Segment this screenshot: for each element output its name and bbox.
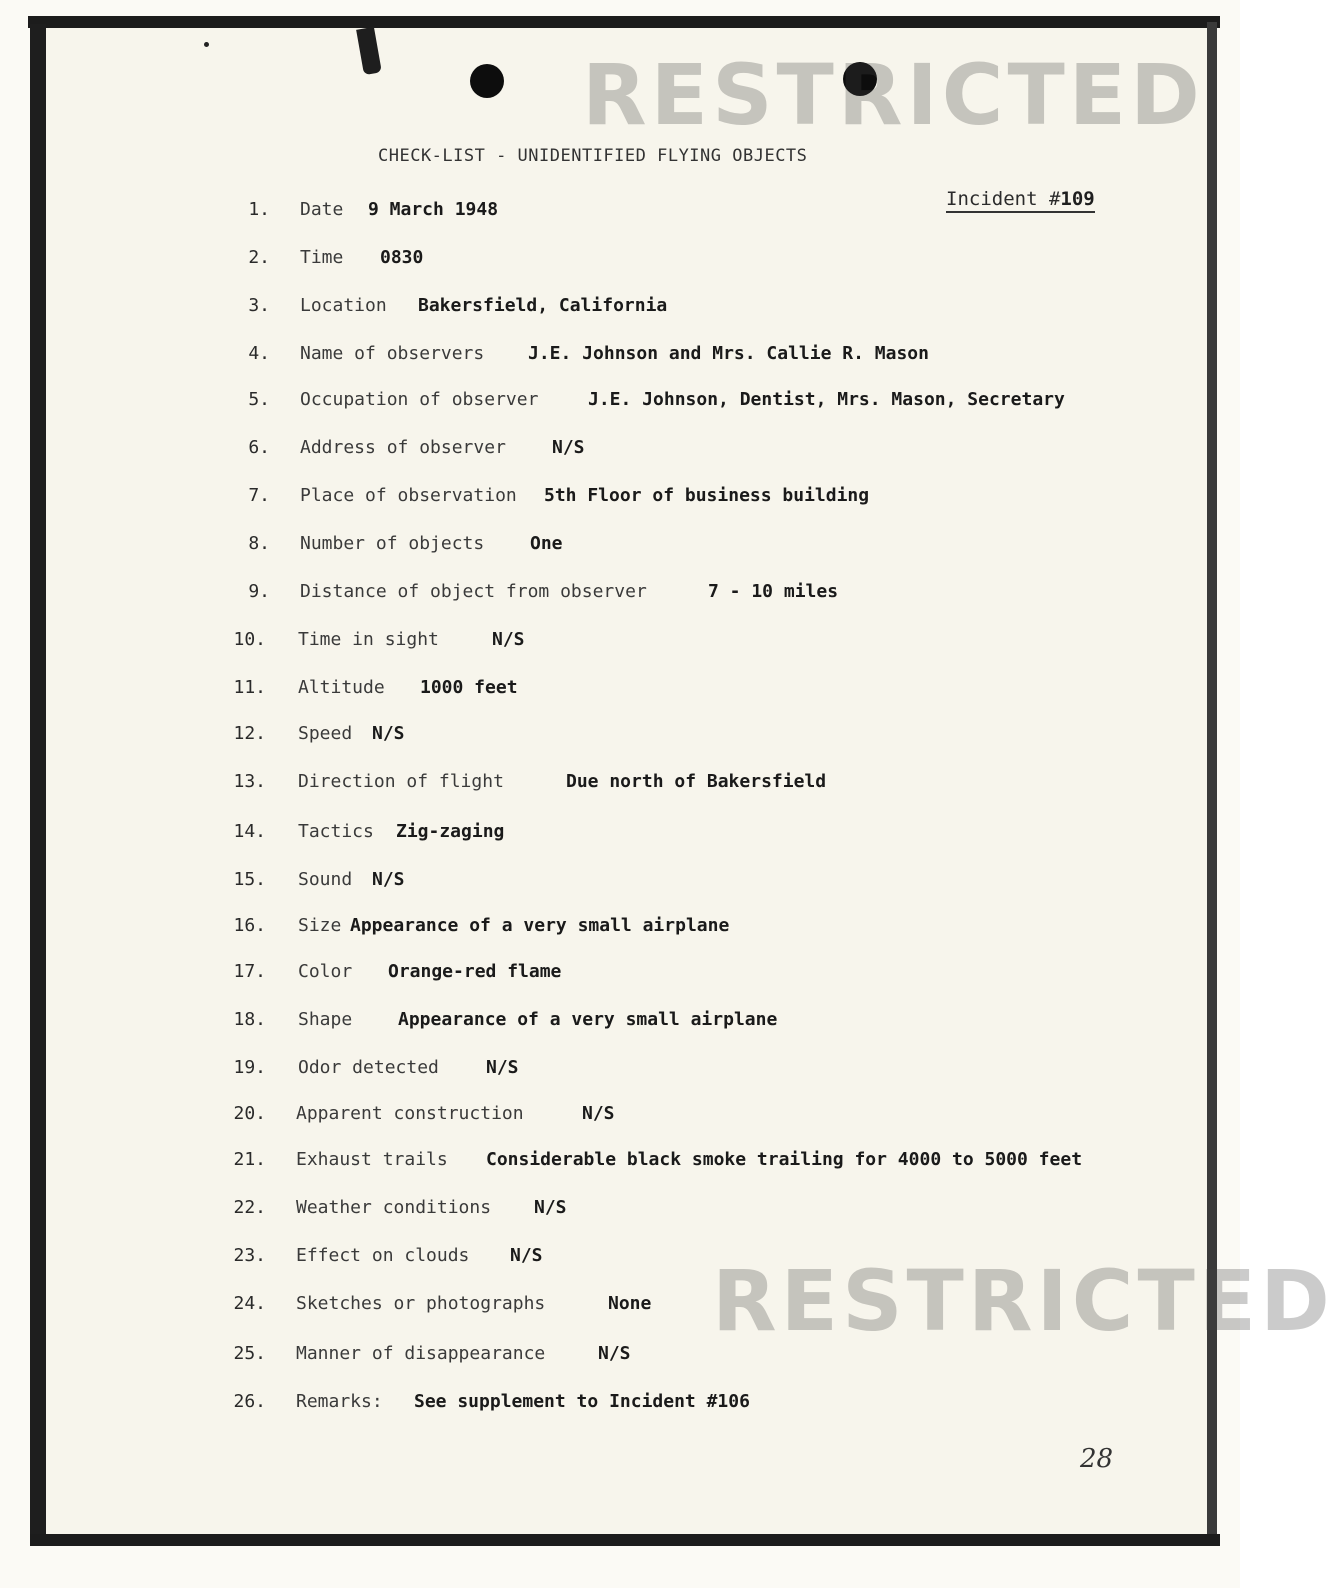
item-number: 10. (233, 629, 266, 650)
item-label: Distance of object from observer (300, 581, 647, 602)
item-number: 11. (233, 677, 266, 698)
item-label: Number of objects (300, 533, 485, 554)
restricted-stamp-top: RESTRICTED (582, 46, 1204, 144)
item-label: Location (300, 295, 387, 316)
item-number: 20. (233, 1103, 266, 1124)
item-number: 2. (248, 247, 270, 268)
item-value: Zig-zaging (396, 821, 505, 842)
item-label: Color (298, 961, 353, 982)
item-number: 12. (233, 723, 266, 744)
item-label: Weather conditions (296, 1197, 492, 1218)
item-value: Due north of Bakersfield (566, 771, 827, 792)
item-number: 3. (248, 295, 270, 316)
document-title: CHECK-LIST - UNIDENTIFIED FLYING OBJECTS (378, 146, 808, 166)
item-value: 9 March 1948 (368, 199, 499, 220)
incident-number (946, 188, 1095, 213)
item-number: 5. (248, 389, 270, 410)
item-value: Orange-red flame (388, 961, 562, 982)
item-number: 9. (248, 581, 270, 602)
item-label: Odor detected (298, 1057, 439, 1078)
item-label: Time in sight (298, 629, 439, 650)
scan-border-left (30, 24, 46, 1544)
restricted-stamp-bottom: RESTRICTED (712, 1252, 1334, 1350)
item-value: None (608, 1293, 652, 1314)
item-number: 26. (233, 1391, 266, 1412)
ink-speck (204, 42, 209, 47)
item-label: Manner of disappearance (296, 1343, 546, 1364)
item-label: Size (298, 915, 342, 936)
item-label: Date (300, 199, 344, 220)
item-number: 15. (233, 869, 266, 890)
item-number: 19. (233, 1057, 266, 1078)
item-label: Tactics (298, 821, 374, 842)
item-label: Shape (298, 1009, 353, 1030)
item-label: Direction of flight (298, 771, 504, 792)
item-label: Speed (298, 723, 353, 744)
item-number: 7. (248, 485, 270, 506)
item-value: 7 - 10 miles (708, 581, 839, 602)
item-value: N/S (492, 629, 525, 650)
item-value: See supplement to Incident #106 (414, 1391, 750, 1412)
item-label: Effect on clouds (296, 1245, 470, 1266)
item-value: N/S (372, 723, 405, 744)
item-number: 21. (233, 1149, 266, 1170)
item-label: Sketches or photographs (296, 1293, 546, 1314)
item-value: J.E. Johnson and Mrs. Callie R. Mason (528, 343, 929, 364)
item-value: N/S (552, 437, 585, 458)
item-value: J.E. Johnson, Dentist, Mrs. Mason, Secretary (588, 389, 1065, 410)
item-number: 23. (233, 1245, 266, 1266)
item-label: Time (300, 247, 344, 268)
item-number: 17. (233, 961, 266, 982)
item-value: N/S (486, 1057, 519, 1078)
item-number: 13. (233, 771, 266, 792)
item-value: N/S (534, 1197, 567, 1218)
incident-label: Incident # (946, 188, 1061, 210)
punch-hole-left (470, 64, 504, 98)
item-label: Occupation of observer (300, 389, 539, 410)
item-value: N/S (372, 869, 405, 890)
item-label: Name of observers (300, 343, 485, 364)
item-label: Exhaust trails (296, 1149, 448, 1170)
item-number: 4. (248, 343, 270, 364)
item-value: 1000 feet (420, 677, 518, 698)
item-value: Appearance of a very small airplane (350, 915, 730, 936)
item-number: 25. (233, 1343, 266, 1364)
item-value: Considerable black smoke trailing for 4000 to 5000 feet (486, 1149, 1083, 1170)
item-value: N/S (582, 1103, 615, 1124)
scan-border-top (28, 16, 1220, 28)
item-value: N/S (510, 1245, 543, 1266)
item-number: 24. (233, 1293, 266, 1314)
item-value: N/S (598, 1343, 631, 1364)
item-label: Place of observation (300, 485, 517, 506)
handwritten-page-number: 28 (1080, 1444, 1114, 1474)
item-value: 5th Floor of business building (544, 485, 870, 506)
item-number: 6. (248, 437, 270, 458)
item-number: 16. (233, 915, 266, 936)
item-label: Altitude (298, 677, 385, 698)
item-number: 14. (233, 821, 266, 842)
item-label: Address of observer (300, 437, 506, 458)
item-number: 18. (233, 1009, 266, 1030)
item-number: 1. (248, 199, 270, 220)
scan-border-bottom (30, 1534, 1220, 1546)
incident-value: 109 (1060, 188, 1095, 210)
item-value: Appearance of a very small airplane (398, 1009, 778, 1030)
item-value: One (530, 533, 563, 554)
item-label: Sound (298, 869, 353, 890)
item-number: 22. (233, 1197, 266, 1218)
item-number: 8. (248, 533, 270, 554)
item-value: Bakersfield, California (418, 295, 668, 316)
item-value: 0830 (380, 247, 424, 268)
item-label: Apparent construction (296, 1103, 524, 1124)
item-label: Remarks: (296, 1391, 383, 1412)
